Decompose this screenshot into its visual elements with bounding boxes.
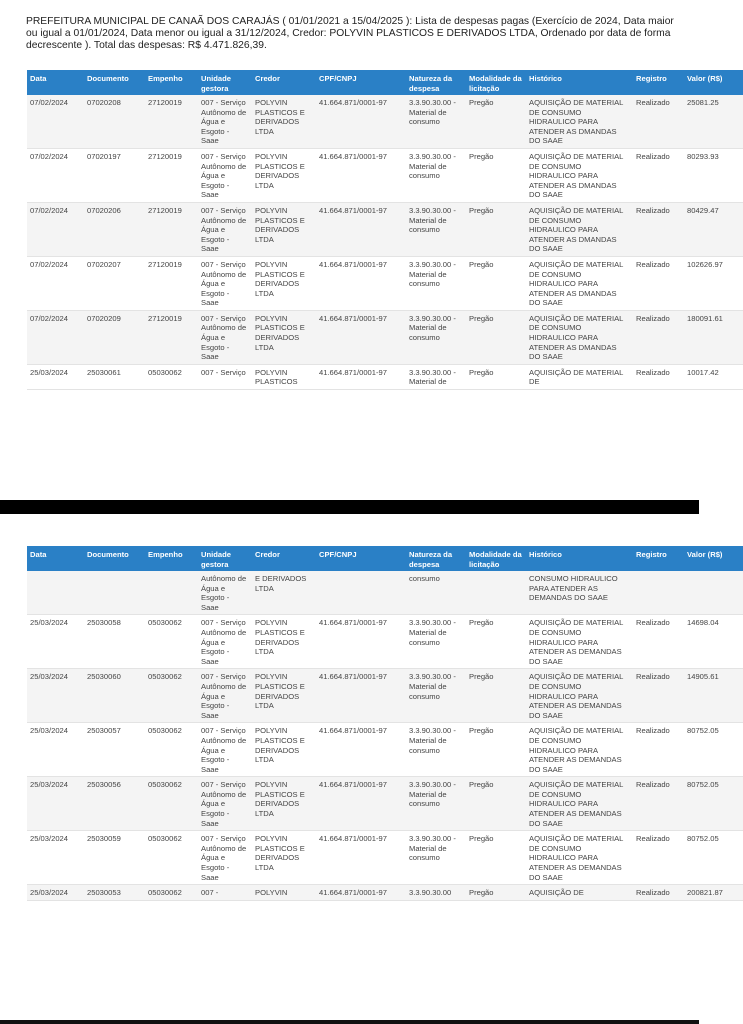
cell-empenho: 05030062 xyxy=(145,669,198,723)
cell-natureza: 3.3.90.30.00 - Material de consumo xyxy=(406,777,466,831)
cell-modalidade: Pregão xyxy=(466,95,526,148)
cell-natureza: 3.3.90.30.00 - Material de consumo xyxy=(406,831,466,885)
cell-data: 25/03/2024 xyxy=(27,723,84,777)
cell-valor: 80752.05 xyxy=(684,831,743,885)
cell-empenho: 05030062 xyxy=(145,364,198,389)
cell-registro: Realizado xyxy=(633,615,684,669)
cell-registro: Realizado xyxy=(633,202,684,256)
cell-historico: AQUISIÇÃO DE MATERIAL DE CONSUMO HIDRAULICO PARA ATENDER AS DMANDAS DO SAAE xyxy=(526,256,633,310)
table-row xyxy=(27,723,743,777)
cell-natureza: consumo xyxy=(406,571,466,615)
cell-modalidade: Pregão xyxy=(466,669,526,723)
cell-unidade-gestora: 007 - Serviço xyxy=(198,364,252,389)
cell-credor: POLYVIN PLASTICOS E DERIVADOS LTDA xyxy=(252,310,316,364)
cell-documento: 07020208 xyxy=(84,95,145,148)
table-header-row xyxy=(27,70,743,95)
cell-empenho: 27120019 xyxy=(145,256,198,310)
cell-credor: POLYVIN PLASTICOS E DERIVADOS LTDA xyxy=(252,202,316,256)
cell-documento: 07020209 xyxy=(84,310,145,364)
cell-historico: AQUISIÇÃO DE xyxy=(526,885,633,901)
cell-documento: 25030053 xyxy=(84,885,145,901)
cell-cpf-cnpj: 41.664.871/0001-97 xyxy=(316,669,406,723)
table-row xyxy=(27,310,743,364)
cell-data: 25/03/2024 xyxy=(27,615,84,669)
page-separator xyxy=(0,500,699,514)
col-header-historico: Histórico xyxy=(526,546,633,571)
cell-documento: 25030061 xyxy=(84,364,145,389)
cell-credor: POLYVIN PLASTICOS xyxy=(252,364,316,389)
cell-documento: 07020206 xyxy=(84,202,145,256)
col-header-credor: Credor xyxy=(252,70,316,95)
report-page-1 xyxy=(0,0,723,500)
col-header-unidade-gestora: Unidade gestora xyxy=(198,546,252,571)
col-header-cpf-cnpj: CPF/CNPJ xyxy=(316,546,406,571)
cell-registro: Realizado xyxy=(633,148,684,202)
cell-modalidade: Pregão xyxy=(466,256,526,310)
cell-cpf-cnpj: 41.664.871/0001-97 xyxy=(316,364,406,389)
cell-historico: AQUISIÇÃO DE MATERIAL DE CONSUMO HIDRAULICO PARA ATENDER AS DMANDAS DO SAAE xyxy=(526,95,633,148)
cell-modalidade: Pregão xyxy=(466,364,526,389)
cell-unidade-gestora: 007 - Serviço Autônomo de Água e Esgoto - Saae xyxy=(198,831,252,885)
table-row xyxy=(27,202,743,256)
cell-registro: Realizado xyxy=(633,885,684,901)
bottom-edge-bar xyxy=(0,1020,699,1024)
cell-cpf-cnpj: 41.664.871/0001-97 xyxy=(316,723,406,777)
report-page-2 xyxy=(0,514,723,1024)
cell-historico: AQUISIÇÃO DE MATERIAL DE CONSUMO HIDRAULICO PARA ATENDER AS DEMANDAS DO SAAE xyxy=(526,831,633,885)
cell-valor: 14905.61 xyxy=(684,669,743,723)
cell-natureza: 3.3.90.30.00 - Material de consumo xyxy=(406,202,466,256)
cell-cpf-cnpj: 41.664.871/0001-97 xyxy=(316,310,406,364)
cell-historico: AQUISIÇÃO DE MATERIAL DE xyxy=(526,364,633,389)
cell-data: 07/02/2024 xyxy=(27,202,84,256)
cell-historico: AQUISIÇÃO DE MATERIAL DE CONSUMO HIDRAULICO PARA ATENDER AS DEMANDAS DO SAAE xyxy=(526,669,633,723)
table-body-page-2 xyxy=(27,571,743,900)
cell-credor: POLYVIN PLASTICOS E DERIVADOS LTDA xyxy=(252,723,316,777)
cell-natureza: 3.3.90.30.00 - Material de consumo xyxy=(406,615,466,669)
cell-credor: POLYVIN PLASTICOS E DERIVADOS LTDA xyxy=(252,95,316,148)
cell-historico: CONSUMO HIDRAULICO PARA ATENDER AS DEMANDAS DO SAAE xyxy=(526,571,633,615)
cell-cpf-cnpj: 41.664.871/0001-97 xyxy=(316,202,406,256)
col-header-historico: Histórico xyxy=(526,70,633,95)
table-row xyxy=(27,571,743,615)
cell-unidade-gestora: 007 - Serviço Autônomo de Água e Esgoto - Saae xyxy=(198,202,252,256)
cell-data: 25/03/2024 xyxy=(27,364,84,389)
cell-registro: Realizado xyxy=(633,723,684,777)
col-header-modalidade: Modalidade da licitação xyxy=(466,70,526,95)
col-header-natureza: Natureza da despesa xyxy=(406,546,466,571)
cell-data: 25/03/2024 xyxy=(27,831,84,885)
cell-empenho: 05030062 xyxy=(145,723,198,777)
cell-modalidade: Pregão xyxy=(466,310,526,364)
table-row xyxy=(27,364,743,389)
cell-valor: 80293.93 xyxy=(684,148,743,202)
cell-credor: POLYVIN PLASTICOS E DERIVADOS LTDA xyxy=(252,148,316,202)
table-header-row xyxy=(27,546,743,571)
cell-valor: 80429.47 xyxy=(684,202,743,256)
cell-registro xyxy=(633,571,684,615)
cell-registro: Realizado xyxy=(633,669,684,723)
cell-credor: POLYVIN PLASTICOS E DERIVADOS LTDA xyxy=(252,777,316,831)
cell-natureza: 3.3.90.30.00 - Material de consumo xyxy=(406,723,466,777)
cell-unidade-gestora: 007 - xyxy=(198,885,252,901)
cell-historico: AQUISIÇÃO DE MATERIAL DE CONSUMO HIDRAULICO PARA ATENDER AS DEMANDAS DO SAAE xyxy=(526,615,633,669)
table-row xyxy=(27,777,743,831)
cell-registro: Realizado xyxy=(633,364,684,389)
cell-historico: AQUISIÇÃO DE MATERIAL DE CONSUMO HIDRAULICO PARA ATENDER AS DMANDAS DO SAAE xyxy=(526,202,633,256)
cell-data: 07/02/2024 xyxy=(27,148,84,202)
cell-natureza: 3.3.90.30.00 - Material de xyxy=(406,364,466,389)
cell-historico: AQUISIÇÃO DE MATERIAL DE CONSUMO HIDRAULICO PARA ATENDER AS DMANDAS DO SAAE xyxy=(526,148,633,202)
cell-valor: 200821.87 xyxy=(684,885,743,901)
cell-registro: Realizado xyxy=(633,777,684,831)
cell-modalidade: Pregão xyxy=(466,202,526,256)
cell-valor: 80752.05 xyxy=(684,723,743,777)
cell-modalidade: Pregão xyxy=(466,723,526,777)
cell-modalidade: Pregão xyxy=(466,615,526,669)
cell-natureza: 3.3.90.30.00 - Material de consumo xyxy=(406,95,466,148)
cell-cpf-cnpj: 41.664.871/0001-97 xyxy=(316,95,406,148)
table-row xyxy=(27,256,743,310)
cell-unidade-gestora: 007 - Serviço Autônomo de Água e Esgoto - Saae xyxy=(198,148,252,202)
col-header-cpf-cnpj: CPF/CNPJ xyxy=(316,70,406,95)
cell-empenho: 27120019 xyxy=(145,148,198,202)
cell-registro: Realizado xyxy=(633,256,684,310)
cell-documento: 07020207 xyxy=(84,256,145,310)
cell-documento: 25030056 xyxy=(84,777,145,831)
cell-cpf-cnpj xyxy=(316,571,406,615)
cell-cpf-cnpj: 41.664.871/0001-97 xyxy=(316,615,406,669)
cell-empenho: 05030062 xyxy=(145,885,198,901)
expenses-table-page-1 xyxy=(27,70,743,390)
cell-documento: 25030058 xyxy=(84,615,145,669)
col-header-documento: Documento xyxy=(84,546,145,571)
cell-data: 25/03/2024 xyxy=(27,777,84,831)
col-header-natureza: Natureza da despesa xyxy=(406,70,466,95)
cell-data xyxy=(27,571,84,615)
expenses-table-page-2 xyxy=(27,546,743,901)
cell-cpf-cnpj: 41.664.871/0001-97 xyxy=(316,777,406,831)
cell-registro: Realizado xyxy=(633,95,684,148)
cell-registro: Realizado xyxy=(633,831,684,885)
cell-documento: 25030060 xyxy=(84,669,145,723)
cell-unidade-gestora: 007 - Serviço Autônomo de Água e Esgoto - Saae xyxy=(198,723,252,777)
cell-empenho: 05030062 xyxy=(145,615,198,669)
col-header-unidade-gestora: Unidade gestora xyxy=(198,70,252,95)
table-row xyxy=(27,885,743,901)
cell-unidade-gestora: Autônomo de Água e Esgoto - Saae xyxy=(198,571,252,615)
cell-documento: 25030059 xyxy=(84,831,145,885)
cell-empenho: 27120019 xyxy=(145,310,198,364)
table-body-page-1 xyxy=(27,95,743,390)
cell-credor: POLYVIN PLASTICOS E DERIVADOS LTDA xyxy=(252,831,316,885)
cell-empenho: 27120019 xyxy=(145,202,198,256)
cell-data: 07/02/2024 xyxy=(27,310,84,364)
table-row xyxy=(27,148,743,202)
cell-natureza: 3.3.90.30.00 - Material de consumo xyxy=(406,669,466,723)
cell-empenho: 05030062 xyxy=(145,777,198,831)
table-row xyxy=(27,831,743,885)
cell-data: 25/03/2024 xyxy=(27,669,84,723)
cell-credor: POLYVIN PLASTICOS E DERIVADOS LTDA xyxy=(252,256,316,310)
cell-registro: Realizado xyxy=(633,310,684,364)
cell-cpf-cnpj: 41.664.871/0001-97 xyxy=(316,831,406,885)
cell-unidade-gestora: 007 - Serviço Autônomo de Água e Esgoto - Saae xyxy=(198,95,252,148)
cell-credor: POLYVIN xyxy=(252,885,316,901)
col-header-valor: Valor (R$) xyxy=(684,70,743,95)
cell-modalidade: Pregão xyxy=(466,148,526,202)
col-header-registro: Registro xyxy=(633,546,684,571)
cell-cpf-cnpj: 41.664.871/0001-97 xyxy=(316,885,406,901)
cell-unidade-gestora: 007 - Serviço Autônomo de Água e Esgoto - Saae xyxy=(198,310,252,364)
col-header-empenho: Empenho xyxy=(145,70,198,95)
cell-unidade-gestora: 007 - Serviço Autônomo de Água e Esgoto - Saae xyxy=(198,777,252,831)
table-row xyxy=(27,669,743,723)
cell-valor: 80752.05 xyxy=(684,777,743,831)
cell-documento: 25030057 xyxy=(84,723,145,777)
col-header-empenho: Empenho xyxy=(145,546,198,571)
cell-empenho xyxy=(145,571,198,615)
cell-unidade-gestora: 007 - Serviço Autônomo de Água e Esgoto - Saae xyxy=(198,669,252,723)
cell-unidade-gestora: 007 - Serviço Autônomo de Água e Esgoto - Saae xyxy=(198,256,252,310)
cell-valor xyxy=(684,571,743,615)
cell-empenho: 27120019 xyxy=(145,95,198,148)
col-header-data: Data xyxy=(27,546,84,571)
cell-natureza: 3.3.90.30.00 - Material de consumo xyxy=(406,148,466,202)
cell-valor: 102626.97 xyxy=(684,256,743,310)
cell-valor: 14698.04 xyxy=(684,615,743,669)
col-header-registro: Registro xyxy=(633,70,684,95)
cell-documento: 07020197 xyxy=(84,148,145,202)
cell-data: 25/03/2024 xyxy=(27,885,84,901)
cell-historico: AQUISIÇÃO DE MATERIAL DE CONSUMO HIDRAULICO PARA ATENDER AS DEMANDAS DO SAAE xyxy=(526,723,633,777)
table-row xyxy=(27,95,743,148)
cell-valor: 10017.42 xyxy=(684,364,743,389)
cell-credor: POLYVIN PLASTICOS E DERIVADOS LTDA xyxy=(252,669,316,723)
cell-historico: AQUISIÇÃO DE MATERIAL DE CONSUMO HIDRAULICO PARA ATENDER AS DEMANDAS DO SAAE xyxy=(526,777,633,831)
cell-documento xyxy=(84,571,145,615)
cell-modalidade: Pregão xyxy=(466,885,526,901)
report-header-text: PREFEITURA MUNICIPAL DE CANAÃ DOS CARAJÁS ( 01/01/2021 a 15/04/2025 ): Lista de despesas pagas (Exercício de 2024, Data maior ou igual a 01/01/2024, Data menor ou igual a 31/12/2024, Credor: POLYVIN PLASTICOS E DERIVADOS LTDA, Ordenado por data de forma decrescente ). Total das despesas: R$ 4.471.826,39. xyxy=(26,16,674,51)
cell-empenho: 05030062 xyxy=(145,831,198,885)
cell-natureza: 3.3.90.30.00 xyxy=(406,885,466,901)
cell-valor: 180091.61 xyxy=(684,310,743,364)
cell-historico: AQUISIÇÃO DE MATERIAL DE CONSUMO HIDRAULICO PARA ATENDER AS DMANDAS DO SAAE xyxy=(526,310,633,364)
cell-valor: 25081.25 xyxy=(684,95,743,148)
cell-modalidade: Pregão xyxy=(466,777,526,831)
cell-cpf-cnpj: 41.664.871/0001-97 xyxy=(316,148,406,202)
cell-modalidade xyxy=(466,571,526,615)
cell-modalidade: Pregão xyxy=(466,831,526,885)
cell-data: 07/02/2024 xyxy=(27,256,84,310)
col-header-valor: Valor (R$) xyxy=(684,546,743,571)
col-header-documento: Documento xyxy=(84,70,145,95)
cell-natureza: 3.3.90.30.00 - Material de consumo xyxy=(406,256,466,310)
col-header-modalidade: Modalidade da licitação xyxy=(466,546,526,571)
cell-cpf-cnpj: 41.664.871/0001-97 xyxy=(316,256,406,310)
col-header-credor: Credor xyxy=(252,546,316,571)
table-row xyxy=(27,615,743,669)
cell-natureza: 3.3.90.30.00 - Material de consumo xyxy=(406,310,466,364)
cell-credor: POLYVIN PLASTICOS E DERIVADOS LTDA xyxy=(252,615,316,669)
cell-credor: E DERIVADOS LTDA xyxy=(252,571,316,615)
col-header-data: Data xyxy=(27,70,84,95)
cell-unidade-gestora: 007 - Serviço Autônomo de Água e Esgoto - Saae xyxy=(198,615,252,669)
cell-data: 07/02/2024 xyxy=(27,95,84,148)
